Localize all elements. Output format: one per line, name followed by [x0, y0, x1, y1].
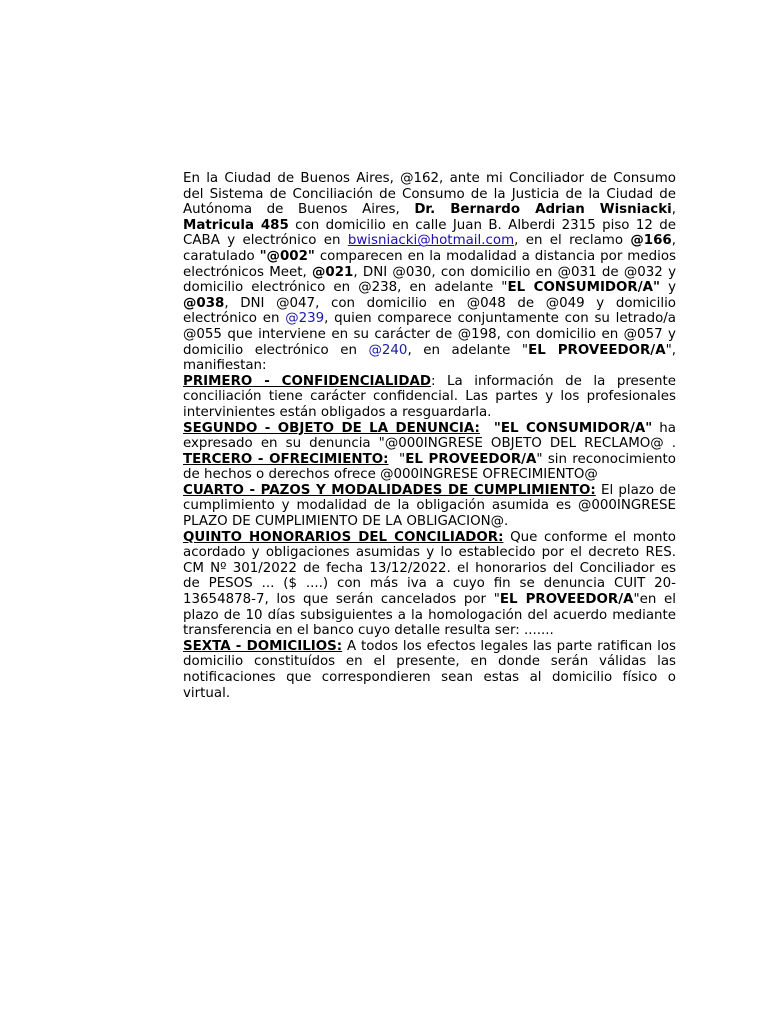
document-body [183, 171, 676, 701]
intro-text: , quien comparece conjuntamente con su letrado/a @055 que interviene en su carácter de @198, con domicilio en @057 y domicilio electrónico en [183, 311, 676, 358]
intro-text: con domicilio en calle Juan B. Alberdi 2315 piso 12 de CABA y electrónico en [183, 217, 677, 249]
intro-text: ", manifiestan: [183, 342, 676, 374]
clause-cuarto [183, 483, 676, 530]
clause-text: : La información de la presente conciliación tiene carácter confidencial. Las partes y los profesionales intervinientes están obligados a resguardarla. [183, 373, 676, 420]
electronic-domicile-ref[interactable]: @240 [368, 342, 408, 358]
matricula: Matricula 485 [183, 217, 289, 233]
clause-text: A todos los efectos legales las parte ratifican los domicilio constituídos en el presente, en donde serán válidas las notificaciones que correspondieren sean estas al domicilio físico o virtual. [183, 638, 676, 701]
intro-text: En la Ciudad de Buenos Aires, @162, ante mi Conciliador de Consumo del Sistema de Conciliación de Consumo de la Justicia de la Ciudad de Autónoma de Buenos Aires, [183, 171, 676, 218]
clause-text: El plazo de cumplimiento y modalidad de la obligación asumida es @000INGRESE PLAZO DE CUMPLIMIENTO DE LA OBLIGACION@. [183, 482, 676, 530]
clause-text: "en el plazo de 10 días subsiguientes a la homologación del acuerdo mediante transferencia en el banco cuyo detalle resulta ser: ....... [183, 592, 676, 639]
clause-spacer [480, 421, 494, 436]
caratula: "@002" [259, 248, 315, 264]
clause-heading: QUINTO HONORARIOS DEL CONCILIADOR: [183, 529, 504, 545]
intro-text: comparecen en la modalidad a distancia por medios electrónicos Meet, [183, 248, 676, 280]
intro-separator: , [671, 202, 676, 218]
party-consumidor: @021 [312, 264, 354, 280]
electronic-domicile-ref[interactable]: @239 [285, 311, 325, 327]
conciliador-name: Dr. Bernardo Adrian Wisniacki [414, 202, 672, 218]
intro-text: , caratulado [183, 233, 676, 264]
intro-text: , en el reclamo [514, 233, 631, 249]
email-link[interactable]: bwisniacki@hotmail.com [347, 233, 515, 249]
clause-sexta [183, 639, 676, 701]
consumidor-label: EL CONSUMIDOR/A" [507, 280, 660, 296]
intro-paragraph [183, 171, 676, 374]
proveedor-label: EL PROVEEDOR/A [499, 592, 634, 608]
clause-heading: TERCERO - OFRECIMIENTO: [183, 451, 389, 467]
clause-spacer: " [388, 451, 406, 467]
clause-segundo-tercero [183, 421, 676, 483]
clause-heading: SEGUNDO - OBJETO DE LA DENUNCIA: [183, 420, 480, 436]
clause-primero [183, 374, 676, 421]
intro-text: , en adelante " [407, 342, 529, 358]
intro-text: , DNI @047, con domicilio en @048 de @049 y domicilio electrónico en [183, 295, 676, 327]
party-proveedor: @038 [183, 295, 225, 311]
clause-text: " sin reconocimiento de hechos o derechos ofrece @000INGRESE OFRECIMIENTO@ [183, 451, 676, 483]
clause-quinto [183, 530, 676, 639]
proveedor-label: EL PROVEEDOR/A [405, 451, 537, 467]
clause-heading: SEXTA - DOMICILIOS: [183, 638, 343, 654]
intro-text: , DNI @030, con domicilio en @031 de @032 y domicilio electrónico en @238, en adelante " [183, 264, 676, 296]
clause-heading: PRIMERO - CONFIDENCIALIDAD [183, 373, 431, 389]
clause-text: ha expresado en su denuncia "@000INGRESE OBJETO DEL RECLAMO@ . [183, 420, 677, 452]
clause-heading: CUARTO - PAZOS Y MODALIDADES DE CUMPLIMIENTO: [183, 482, 596, 498]
proveedor-label: EL PROVEEDOR/A [528, 342, 666, 358]
reclamo-number: @166 [630, 233, 672, 249]
consumidor-label: "EL CONSUMIDOR/A" [493, 420, 653, 436]
intro-text: y [659, 280, 677, 296]
clause-text: Que conforme el monto acordado y obligaciones asumidas y lo establecido por el decreto RES. CM Nº 301/2022 de fecha 13/12/2022. el honorarios del Conciliador es de PESOS ... ($ ....) con más iva a cuyo fin se denuncia CUIT 20-13654878-7, los que serán cancelados por " [183, 529, 676, 608]
